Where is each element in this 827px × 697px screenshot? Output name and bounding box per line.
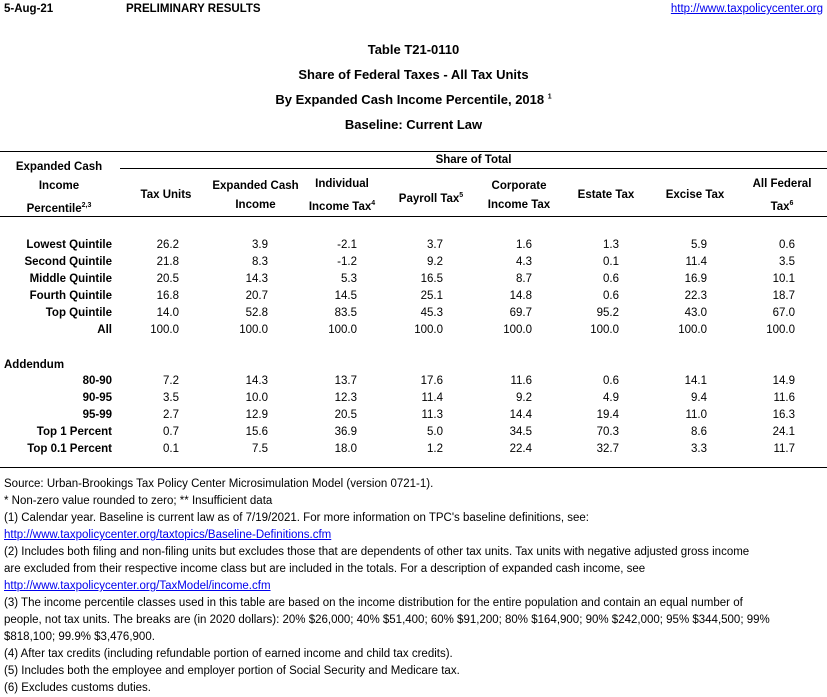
table-cell: 16.8 — [156, 290, 179, 302]
table-cell: 8.3 — [252, 256, 268, 268]
table-cell: 100.0 — [503, 324, 532, 336]
table-cell: 34.5 — [509, 426, 532, 438]
table-cell: 26.2 — [156, 239, 179, 251]
table-cell: 83.5 — [334, 307, 357, 319]
table-title: Share of Federal Taxes - All Tax Units — [298, 67, 529, 82]
table-row — [0, 443, 827, 460]
header-bottom-rule — [0, 216, 827, 217]
table-cell: 10.1 — [772, 273, 795, 285]
table-cell: 32.7 — [596, 443, 619, 455]
table-cell: 8.7 — [516, 273, 532, 285]
table-row — [0, 426, 827, 443]
table-cell: 14.9 — [772, 375, 795, 387]
table-cell: 2.7 — [163, 409, 179, 421]
legend-note: * Non-zero value rounded to zero; ** Insufficient data — [4, 495, 273, 507]
table-cell: 100.0 — [590, 324, 619, 336]
col-header-all-federal-tax: All Federal Tax$^6$ — [752, 178, 812, 213]
share-of-total-header: Share of Total — [435, 154, 512, 166]
table-cell: 20.5 — [334, 409, 357, 421]
table-cell: 14.3 — [245, 273, 268, 285]
table-cell: 11.6 — [510, 375, 532, 387]
col-header-expanded-cash-income: Expanded Cash Income — [212, 180, 299, 211]
row-label: Top Quintile — [45, 307, 112, 319]
table-cell: 3.5 — [779, 256, 795, 268]
table-cell: 5.9 — [691, 239, 707, 251]
table-row — [0, 375, 827, 392]
table-cell: 52.8 — [245, 307, 268, 319]
table-cell: 100.0 — [239, 324, 268, 336]
table-cell: 36.9 — [334, 426, 357, 438]
table-cell: 18.0 — [334, 443, 357, 455]
table-cell: 3.3 — [691, 443, 707, 455]
table-cell: 12.9 — [245, 409, 268, 421]
table-cell: 0.6 — [603, 375, 619, 387]
table-cell: 11.4 — [685, 256, 707, 268]
table-cell: 9.4 — [691, 392, 707, 404]
table-cell: 100.0 — [766, 324, 795, 336]
table-cell: 100.0 — [328, 324, 357, 336]
table-cell: 0.6 — [603, 273, 619, 285]
table-cell: 4.3 — [516, 256, 532, 268]
row-label: 80-90 — [82, 375, 112, 387]
table-cell: 100.0 — [678, 324, 707, 336]
footnote-1: (1) Calendar year. Baseline is current law as of 7/19/2021. For more information on TPC's baseline definitions, see: — [4, 512, 589, 524]
table-cell: 24.1 — [772, 426, 795, 438]
table-cell: 95.2 — [596, 307, 619, 319]
table-row — [0, 324, 827, 341]
table-cell: 18.7 — [772, 290, 795, 302]
table-id: Table T21-0110 — [367, 42, 460, 57]
col-header-estate-tax: Estate Tax — [577, 189, 635, 201]
table-cell: 7.2 — [163, 375, 179, 387]
table-bottom-rule — [0, 467, 827, 468]
row-label: All — [97, 324, 112, 336]
table-cell: 11.3 — [421, 409, 443, 421]
table-cell: 21.8 — [156, 256, 179, 268]
table-cell: 9.2 — [516, 392, 532, 404]
table-row — [0, 409, 827, 426]
col-header-corporate-income-tax: Corporate Income Tax — [487, 180, 551, 211]
row-label-header: Expanded Cash Income Percentile$^{2,3}$ — [15, 161, 103, 215]
table-cell: 14.3 — [245, 375, 268, 387]
baseline-label: Baseline: Current Law — [344, 117, 483, 132]
table-cell: 70.3 — [596, 426, 619, 438]
table-row — [0, 392, 827, 409]
table-cell: 1.2 — [427, 443, 443, 455]
table-cell: 22.3 — [684, 290, 707, 302]
table-cell: 3.9 — [252, 239, 268, 251]
row-label: Top 0.1 Percent — [27, 443, 112, 455]
table-cell: 11.6 — [773, 392, 795, 404]
col-header-tax-units: Tax Units — [140, 189, 192, 201]
col-header-excise-tax: Excise Tax — [665, 189, 725, 201]
table-row — [0, 256, 827, 273]
table-cell: 5.3 — [341, 273, 357, 285]
table-cell: 16.5 — [420, 273, 443, 285]
row-label: Top 1 Percent — [36, 426, 112, 438]
addendum-label: Addendum — [4, 359, 65, 371]
table-cell: -2.1 — [337, 239, 357, 251]
footnote-4: (4) After tax credits (including refundable portion of earned income and child tax credits). — [4, 648, 453, 660]
table-cell: 0.7 — [163, 426, 179, 438]
table-cell: 9.2 — [427, 256, 443, 268]
footnote-2: (2) Includes both filing and non-filing units but excludes those that are dependents of other tax units. Tax units with negative adjusted gross income — [4, 546, 750, 558]
table-cell: 15.6 — [245, 426, 268, 438]
table-cell: 14.0 — [156, 307, 179, 319]
source-note: Source: Urban-Brookings Tax Policy Center Microsimulation Model (version 0721-1). — [4, 478, 434, 490]
table-row — [0, 239, 827, 256]
table-cell: 14.5 — [334, 290, 357, 302]
report-date: 5-Aug-21 — [4, 3, 54, 15]
footnote-ref: 1 — [547, 93, 552, 101]
income-definition-link[interactable]: http://www.taxpolicycenter.org/TaxModel/income.cfm — [4, 580, 271, 592]
table-row — [0, 307, 827, 324]
table-cell: 13.7 — [334, 375, 357, 387]
table-cell: 12.3 — [334, 392, 357, 404]
row-label: Second Quintile — [24, 256, 112, 268]
table-cell: 10.0 — [245, 392, 268, 404]
table-cell: 43.0 — [684, 307, 707, 319]
table-cell: 0.6 — [779, 239, 795, 251]
table-cell: 45.3 — [420, 307, 443, 319]
table-cell: 11.4 — [421, 392, 443, 404]
table-cell: 4.9 — [603, 392, 619, 404]
footnote-5: (5) Includes both the employee and employer portion of Social Security and Medicare tax. — [4, 665, 460, 677]
table-cell: 11.0 — [685, 409, 707, 421]
table-cell: 100.0 — [150, 324, 179, 336]
col-header-payroll-tax: Payroll Tax$^5$ — [398, 192, 464, 205]
row-label: Lowest Quintile — [26, 239, 112, 251]
table-cell: 25.1 — [420, 290, 443, 302]
col-header-individual-income-tax: Individual Income Tax$^4$ — [308, 178, 376, 213]
table-cell: 67.0 — [772, 307, 795, 319]
table-cell: 16.9 — [684, 273, 707, 285]
row-label: 90-95 — [82, 392, 112, 404]
table-cell: 5.0 — [427, 426, 443, 438]
table-subtitle: By Expanded Cash Income Percentile, 2018 $^1$ — [275, 92, 552, 107]
footnote-2-cont: are excluded from their respective income class but are included in the totals. For a description of expanded cash income, see — [4, 563, 646, 575]
table-cell: 1.6 — [516, 239, 532, 251]
table-cell: 1.3 — [603, 239, 619, 251]
report-status: PRELIMINARY RESULTS — [126, 3, 261, 15]
table-cell: 20.5 — [156, 273, 179, 285]
row-label: Middle Quintile — [29, 273, 112, 285]
table-cell: 8.6 — [691, 426, 707, 438]
row-label: 95-99 — [82, 409, 112, 421]
table-cell: 11.7 — [773, 443, 795, 455]
footnote-3-cont2: $818,100; 99.9% $3,476,900. — [4, 631, 155, 643]
baseline-definitions-link[interactable]: http://www.taxpolicycenter.org/taxtopics/Baseline-Definitions.cfm — [4, 529, 332, 541]
table-cell: 0.1 — [163, 443, 179, 455]
footnote-3-cont: people, not tax units. The breaks are (in 2020 dollars): 20% $26,000; 40% $51,400; 60% $91,200; 80% $164,900; 90% $242,000; 95% $344,500; 99% — [4, 614, 770, 626]
table-cell: 14.8 — [509, 290, 532, 302]
table-cell: 3.5 — [163, 392, 179, 404]
table-row — [0, 290, 827, 307]
table-cell: 20.7 — [245, 290, 268, 302]
row-label: Fourth Quintile — [29, 290, 112, 302]
table-cell: 3.7 — [427, 239, 443, 251]
table-cell: 14.4 — [509, 409, 532, 421]
table-cell: 7.5 — [252, 443, 268, 455]
table-cell: -1.2 — [337, 256, 357, 268]
table-cell: 100.0 — [414, 324, 443, 336]
table-cell: 17.6 — [420, 375, 443, 387]
table-cell: 0.1 — [603, 256, 619, 268]
table-cell: 14.1 — [684, 375, 707, 387]
footnote-6: (6) Excludes customs duties. — [4, 682, 152, 694]
tpc-homepage-link[interactable]: http://www.taxpolicycenter.org — [670, 3, 823, 15]
table-cell: 0.6 — [603, 290, 619, 302]
table-cell: 19.4 — [596, 409, 619, 421]
table-cell: 16.3 — [772, 409, 795, 421]
table-row — [0, 273, 827, 290]
footnote-3: (3) The income percentile classes used in this table are based on the income distribution for the entire population and contain an equal number of — [4, 597, 743, 609]
table-cell: 22.4 — [509, 443, 532, 455]
table-cell: 69.7 — [509, 307, 532, 319]
